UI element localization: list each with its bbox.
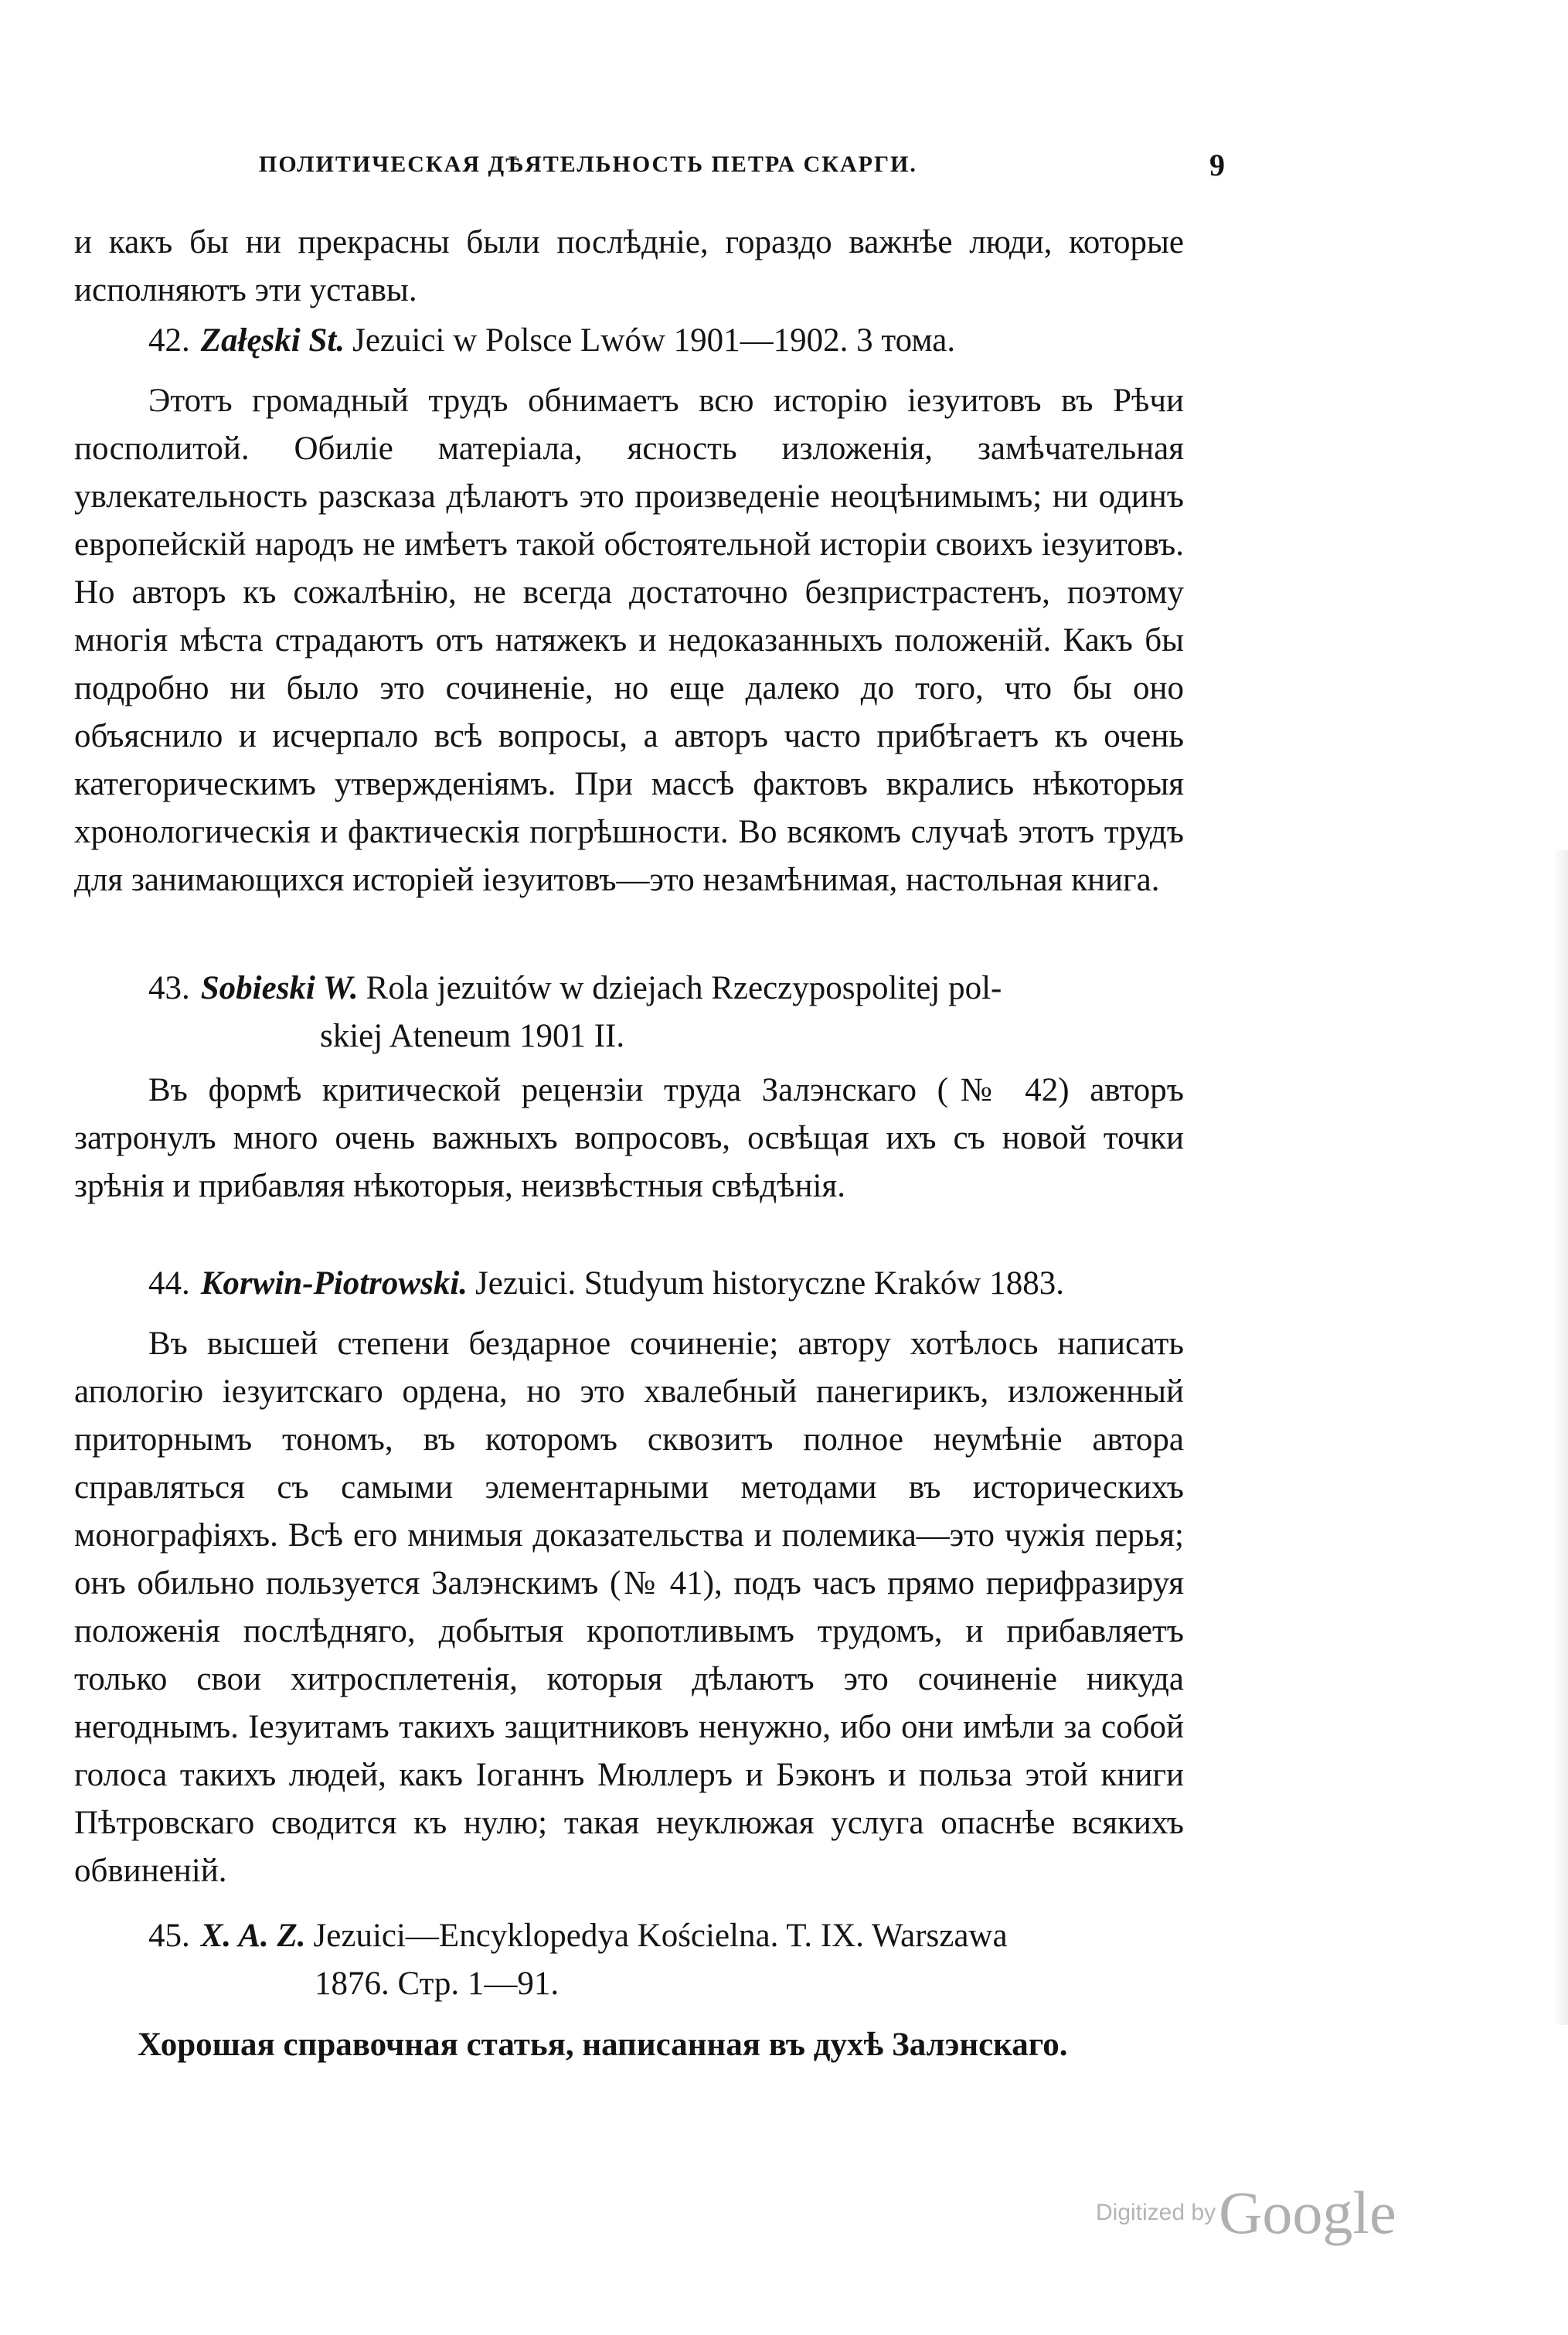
entry-title: Jezuici w Polsce Lwów 1901—1902. 3 тома. — [352, 322, 956, 359]
continuation-paragraph: и какъ бы ни прекрасны были послѣдніе, гораздо важнѣе люди, которые исполняютъ эти уставы. — [74, 224, 1184, 308]
digitized-watermark — [1096, 2178, 1396, 2248]
entry-number: 45. — [148, 1918, 190, 1954]
entry-number: 44. — [148, 1265, 190, 1302]
entry-title: Jezuici—Encyklopedya Kościelna. T. IX. Warszawa — [313, 1918, 1008, 1954]
review-paragraph-42: Этотъ громадный трудъ обнимаетъ всю исторію іезуитовъ въ Рѣчи посполитой. Обиліе матеріала, ясность изложенія, замѣчательная увлекательность разсказа дѣлаютъ это произведеніе неоцѣнимымъ; ни одинъ европейскій народъ не имѣетъ такой обстоятельной исторіи своихъ іезуитовъ. Но авторъ къ сожалѣнію, не всегда достаточно безпристрастенъ, поэтому многія мѣста страдаютъ отъ натяжекъ и недоказанныхъ положеній. Какъ бы подробно ни было это сочиненіе, но еще далеко до того, что бы оно объяснило и исчерпало всѣ вопросы, а авторъ часто прибѣгаетъ къ очень категорическимъ утвержденіямъ. При массѣ фактовъ вкрались нѣкоторыя хронологическія и фактическія погрѣшности. Во всякомъ случаѣ этотъ трудъ для занимающихся исторіей іезуитовъ—это незамѣнимая, настольная книга. — [74, 383, 1184, 898]
entry-number: 43. — [148, 970, 190, 1006]
bibliography-entry-42 — [148, 317, 1184, 365]
entry-title: Jezuici. Studyum historyczne Kraków 1883. — [475, 1265, 1064, 1302]
bibliography-entry-43 — [148, 965, 1184, 1060]
entry-number: 42. — [148, 322, 190, 359]
bibliography-entry-45 — [148, 1912, 1184, 2008]
page-number: 9 — [1209, 148, 1225, 182]
running-title: ПОЛИТИЧЕСКАЯ ДѢЯТЕЛЬНОСТЬ ПЕТРА СКАРГИ. — [259, 151, 917, 177]
review-paragraph-44: Въ высшей степени бездарное сочиненіе; автору хотѣлось написать апологію іезуитскаго ордена, но это хвалебный панегирикъ, изложенный приторнымъ тономъ, въ которомъ сквозитъ полное неумѣніе автора справляться съ самыми элементарными методами въ историческихъ монографіяхъ. Всѣ его мнимыя доказательства и полемика—это чужія перья; онъ обильно пользуется Залэнскимъ (№ 41), подъ часъ прямо перифразируя положенія послѣдняго, добытыя кропотливымъ трудомъ, и прибавляетъ только свои хитросплетенія, которыя дѣлаютъ это сочиненіе никуда негоднымъ. Іезуитамъ такихъ защитниковъ ненужно, ибо они имѣли за собой голоса такихъ людей, какъ Іоганнъ Мюллеръ и Бэконъ и польза этой книги Пѣтровскаго сводится къ нулю; такая неуклюжая услуга опаснѣе всякихъ обвиненій. — [74, 1326, 1184, 1889]
bibliography-entry-44 — [148, 1260, 1184, 1308]
entry-author: X. A. Z. — [200, 1918, 306, 1954]
google-logo: Google — [1219, 2179, 1396, 2246]
entry-title: Rola jezuitów w dziejach Rzeczypospolitej pol- — [366, 970, 1002, 1006]
entry-title-continuation: 1876. Стр. 1—91. — [315, 1966, 560, 2002]
entry-author: Sobieski W. — [200, 970, 359, 1006]
watermark-prefix: Digitized by — [1096, 2200, 1216, 2225]
entry-author: Załęski St. — [200, 322, 345, 359]
scan-edge-shadow — [1553, 850, 1568, 2025]
entry-title-continuation: skiej Ateneum 1901 II. — [320, 1018, 625, 1054]
review-paragraph-45: Хорошая справочная статья, написанная въ духѣ Залэнскаго. — [138, 2027, 1068, 2063]
review-paragraph-43: Въ формѣ критической рецензіи труда Залэнскаго (№ 42) авторъ затронулъ много очень важныхъ вопросовъ, освѣщая ихъ съ новой точки зрѣнія и прибавляя нѣкоторыя, неизвѣстныя свѣдѣнія. — [74, 1072, 1184, 1204]
entry-author: Korwin-Piotrowski. — [200, 1265, 468, 1302]
